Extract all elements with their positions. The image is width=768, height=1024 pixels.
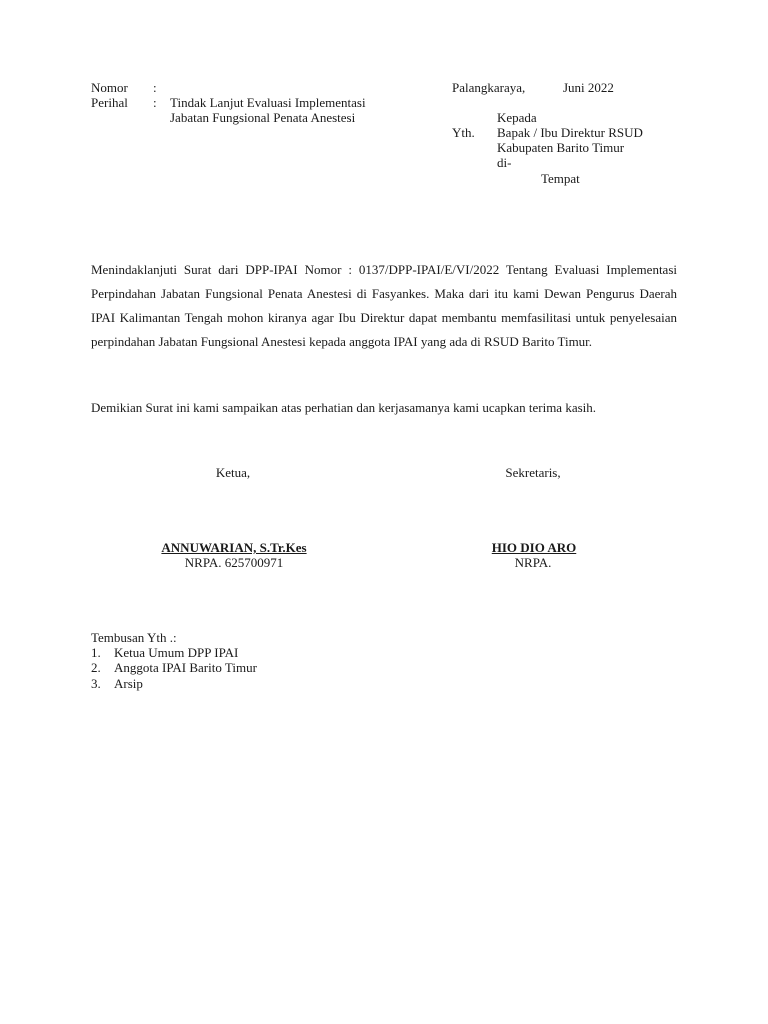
perihal-line1: Tindak Lanjut Evaluasi Implementasi — [170, 95, 366, 110]
left-signature-name: ANNUWARIAN, S.Tr.Kes — [161, 540, 307, 555]
left-signature-id: NRPA. 625700971 — [184, 555, 284, 570]
tembusan-item-number: 2. — [91, 660, 101, 675]
letter-date: Juni 2022 — [563, 80, 614, 95]
perihal-line2: Jabatan Fungsional Penata Anestesi — [170, 110, 356, 125]
right-signature-name: HIO DIO ARO — [491, 540, 577, 555]
recipient-line1: Bapak / Ibu Direktur RSUD — [497, 125, 643, 140]
recipient-line4: Tempat — [541, 171, 580, 186]
tembusan-item-text: Ketua Umum DPP IPAI — [114, 645, 239, 660]
tembusan-item-number: 1. — [91, 645, 101, 660]
letter-place: Palangkaraya, — [452, 80, 526, 95]
perihal-colon: : — [153, 95, 157, 110]
right-signature-role: Sekretaris, — [505, 465, 561, 480]
recipient-line3: di- — [497, 155, 512, 170]
body-paragraph-1: Menindaklanjuti Surat dari DPP-IPAI Nomor : 0137/DPP-IPAI/E/VI/2022 Tentang Evaluasi Implementasi Perpindahan Jabatan Fungsional Penata Anestesi di Fasyankes. Maka dari itu kami Dewan Pengurus Daerah IPAI Kalimantan Tengah mohon kiranya agar Ibu Direktur dapat membantu memfasilitasi untuk penyelesaian perpindahan Jabatan Fungsional Anestesi kepada anggota IPAI yang ada di RSUD Barito Timur. — [91, 262, 677, 349]
nomor-label: Nomor — [91, 80, 128, 95]
right-signature-id: NRPA. — [514, 555, 552, 570]
recipient-kepada: Kepada — [497, 110, 537, 125]
tembusan-title: Tembusan Yth .: — [91, 630, 177, 645]
recipient-line2: Kabupaten Barito Timur — [497, 140, 625, 155]
tembusan-item-text: Anggota IPAI Barito Timur — [114, 660, 257, 675]
perihal-label: Perihal — [91, 95, 128, 110]
left-signature-role: Ketua, — [215, 465, 251, 480]
body-paragraph-2: Demikian Surat ini kami sampaikan atas perhatian dan kerjasamanya kami ucapkan terima kasih. — [91, 400, 597, 415]
tembusan-item-text: Arsip — [114, 676, 143, 691]
nomor-colon: : — [153, 80, 157, 95]
tembusan-item-number: 3. — [91, 676, 101, 691]
recipient-yth: Yth. — [452, 125, 475, 140]
